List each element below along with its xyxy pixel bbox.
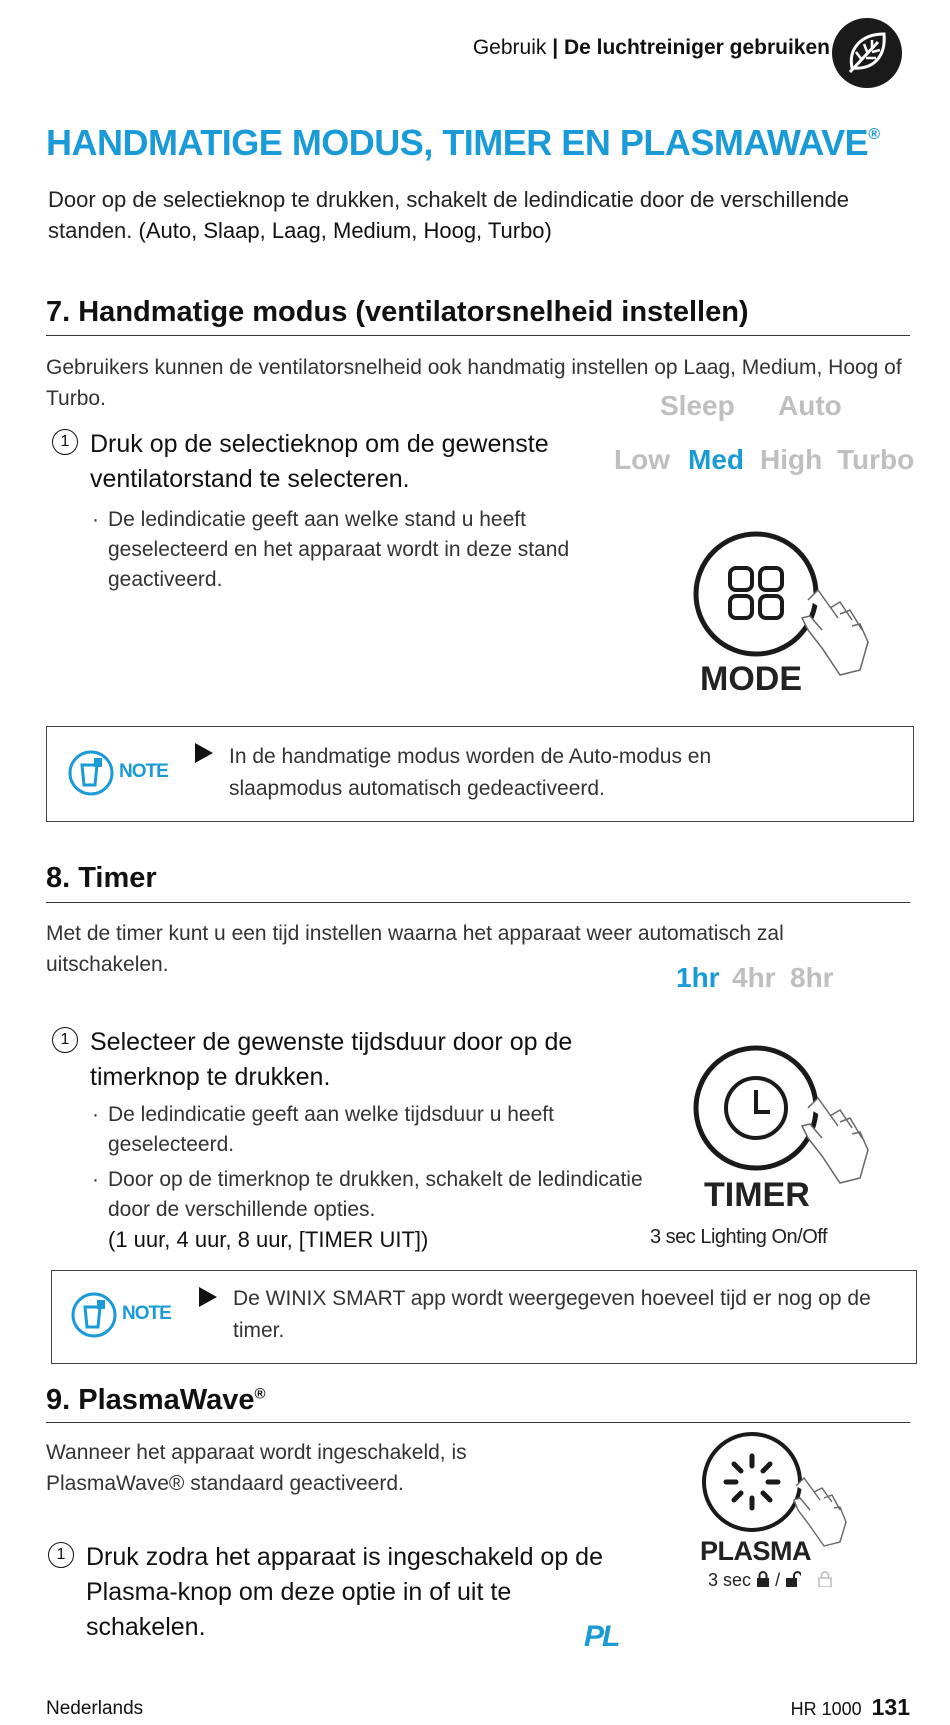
note-icon [67,749,115,802]
plasma-label: PLASMA [700,1536,811,1566]
section7-step [52,427,630,497]
note-text: De WINIX SMART app wordt weergegeven hoeveel tijd er nog op de timer. [233,1287,871,1342]
plasmawave-logo: PL [584,1620,619,1653]
header-section: Gebruik [472,36,547,59]
note-text: In de handmatige modus worden de Auto-modus en slaapmodus automatisch gedeactiveerd. [229,745,712,800]
section7-rule [46,335,910,336]
section9-step [48,1540,606,1645]
section7-step-text: Druk op de selectieknop om de gewenste ventilatorstand te selecteren. [90,430,549,493]
section7-bullet-text: De ledindicatie geeft aan welke stand u heeft geselecteerd en het apparaat wordt in deze stand geactiveerd. [108,508,570,591]
section9-heading: 9. PlasmaWave® [46,1384,266,1416]
led-1hr: 1hr [676,962,720,993]
note-arrow-icon [199,1287,217,1312]
note-label: NOTE [122,1303,171,1324]
intro-paragraph [48,184,918,246]
step-number: 1 [48,1542,74,1568]
section7-heading: 7. Handmatige modus (ventilatorsnelheid instellen) [46,296,749,328]
section8-bullet2-text: Door op de timerknop te drukken, schakelt de ledindicatie door de verschillende opties. [108,1168,643,1221]
running-header [473,36,830,60]
section9-body: Wanneer het apparaat wordt ingeschakeld, is PlasmaWave® standaard geactiveerd. [46,1441,467,1495]
mode-button[interactable] [690,530,890,680]
mode-label: MODE [700,660,802,698]
timer-button[interactable] [690,1040,890,1190]
section8-step-text: Selecteer de gewenste tijdsduur door op de timerknop te drukken. [90,1028,573,1091]
section8-heading: 8. Timer [46,862,157,894]
intro-text: Door op de selectieknop te drukken, schakelt de ledindicatie door de verschillende standen. [48,187,850,243]
page-title: HANDMATIGE MODUS, TIMER EN PLASMAWAVE® [46,122,880,163]
header-separator: | [552,36,559,59]
note-icon [70,1291,118,1344]
led-auto: Auto [778,390,842,421]
registered-mark: ® [868,126,880,143]
footer-language: Nederlands [46,1698,144,1719]
section7-bullet: · De ledindicatie geeft aan welke stand u heeft geselecteerd en het apparaat wordt in deze stand geactiveerd. [92,508,570,591]
led-low: Low [614,444,670,475]
led-high: High [760,444,823,475]
intro-options: (Auto, Slaap, Laag, Medium, Hoog, Turbo) [138,218,552,243]
timer-options: (1 uur, 4 uur, 8 uur, [TIMER UIT]) [108,1227,429,1252]
note-box [46,726,914,822]
led-med: Med [688,444,744,475]
section8-step [52,1025,670,1095]
note-box [51,1270,917,1364]
step-number: 1 [52,429,78,455]
section9-rule [46,1422,910,1423]
note-arrow-icon [195,743,213,768]
led-sleep: Sleep [660,390,735,421]
section7-body: Gebruikers kunnen de ventilatorsnelheid ook handmatig instellen op Laag, Medium, Hoog of Turbo. [46,356,902,410]
lock-icon [756,1571,770,1592]
page-number: 131 [871,1694,910,1720]
registered-mark: ® [254,1385,266,1403]
footer-model: HR 1000 [790,1699,862,1719]
section8-body: Met de timer kunt u een tijd instellen waarna het apparaat weer automatisch zal uitschakelen. [46,922,784,976]
section8-bullet-1: · De ledindicatie geeft aan welke tijdsduur u heeft geselecteerd. [92,1103,554,1156]
section8-rule [46,902,910,903]
footer-page-info [791,1694,910,1721]
plasma-sub-label: 3 sec / [708,1570,832,1592]
header-chapter: De luchtreiniger gebruiken [563,36,830,59]
section9-step-text: Druk zodra het apparaat is ingeschakeld op de Plasma-knop om deze optie in of uit te schakelen. [86,1543,603,1641]
leaf-icon [832,18,902,88]
section8-bullet1-text: De ledindicatie geeft aan welke tijdsduur u heeft geselecteerd. [108,1103,554,1156]
section8-bullet-2: · Door op de timerknop te drukken, schakelt de ledindicatie door de verschillende opties. [92,1168,643,1221]
led-8hr: 8hr [790,962,834,993]
unlock-icon [785,1571,801,1592]
timer-sub-label: 3 sec Lighting On/Off [650,1226,828,1248]
led-turbo: Turbo [837,444,915,475]
lock-indicator-icon [818,1571,832,1592]
step-number: 1 [52,1027,78,1053]
timer-label: TIMER [704,1176,810,1214]
note-label: NOTE [119,761,168,782]
led-4hr: 4hr [732,962,776,993]
